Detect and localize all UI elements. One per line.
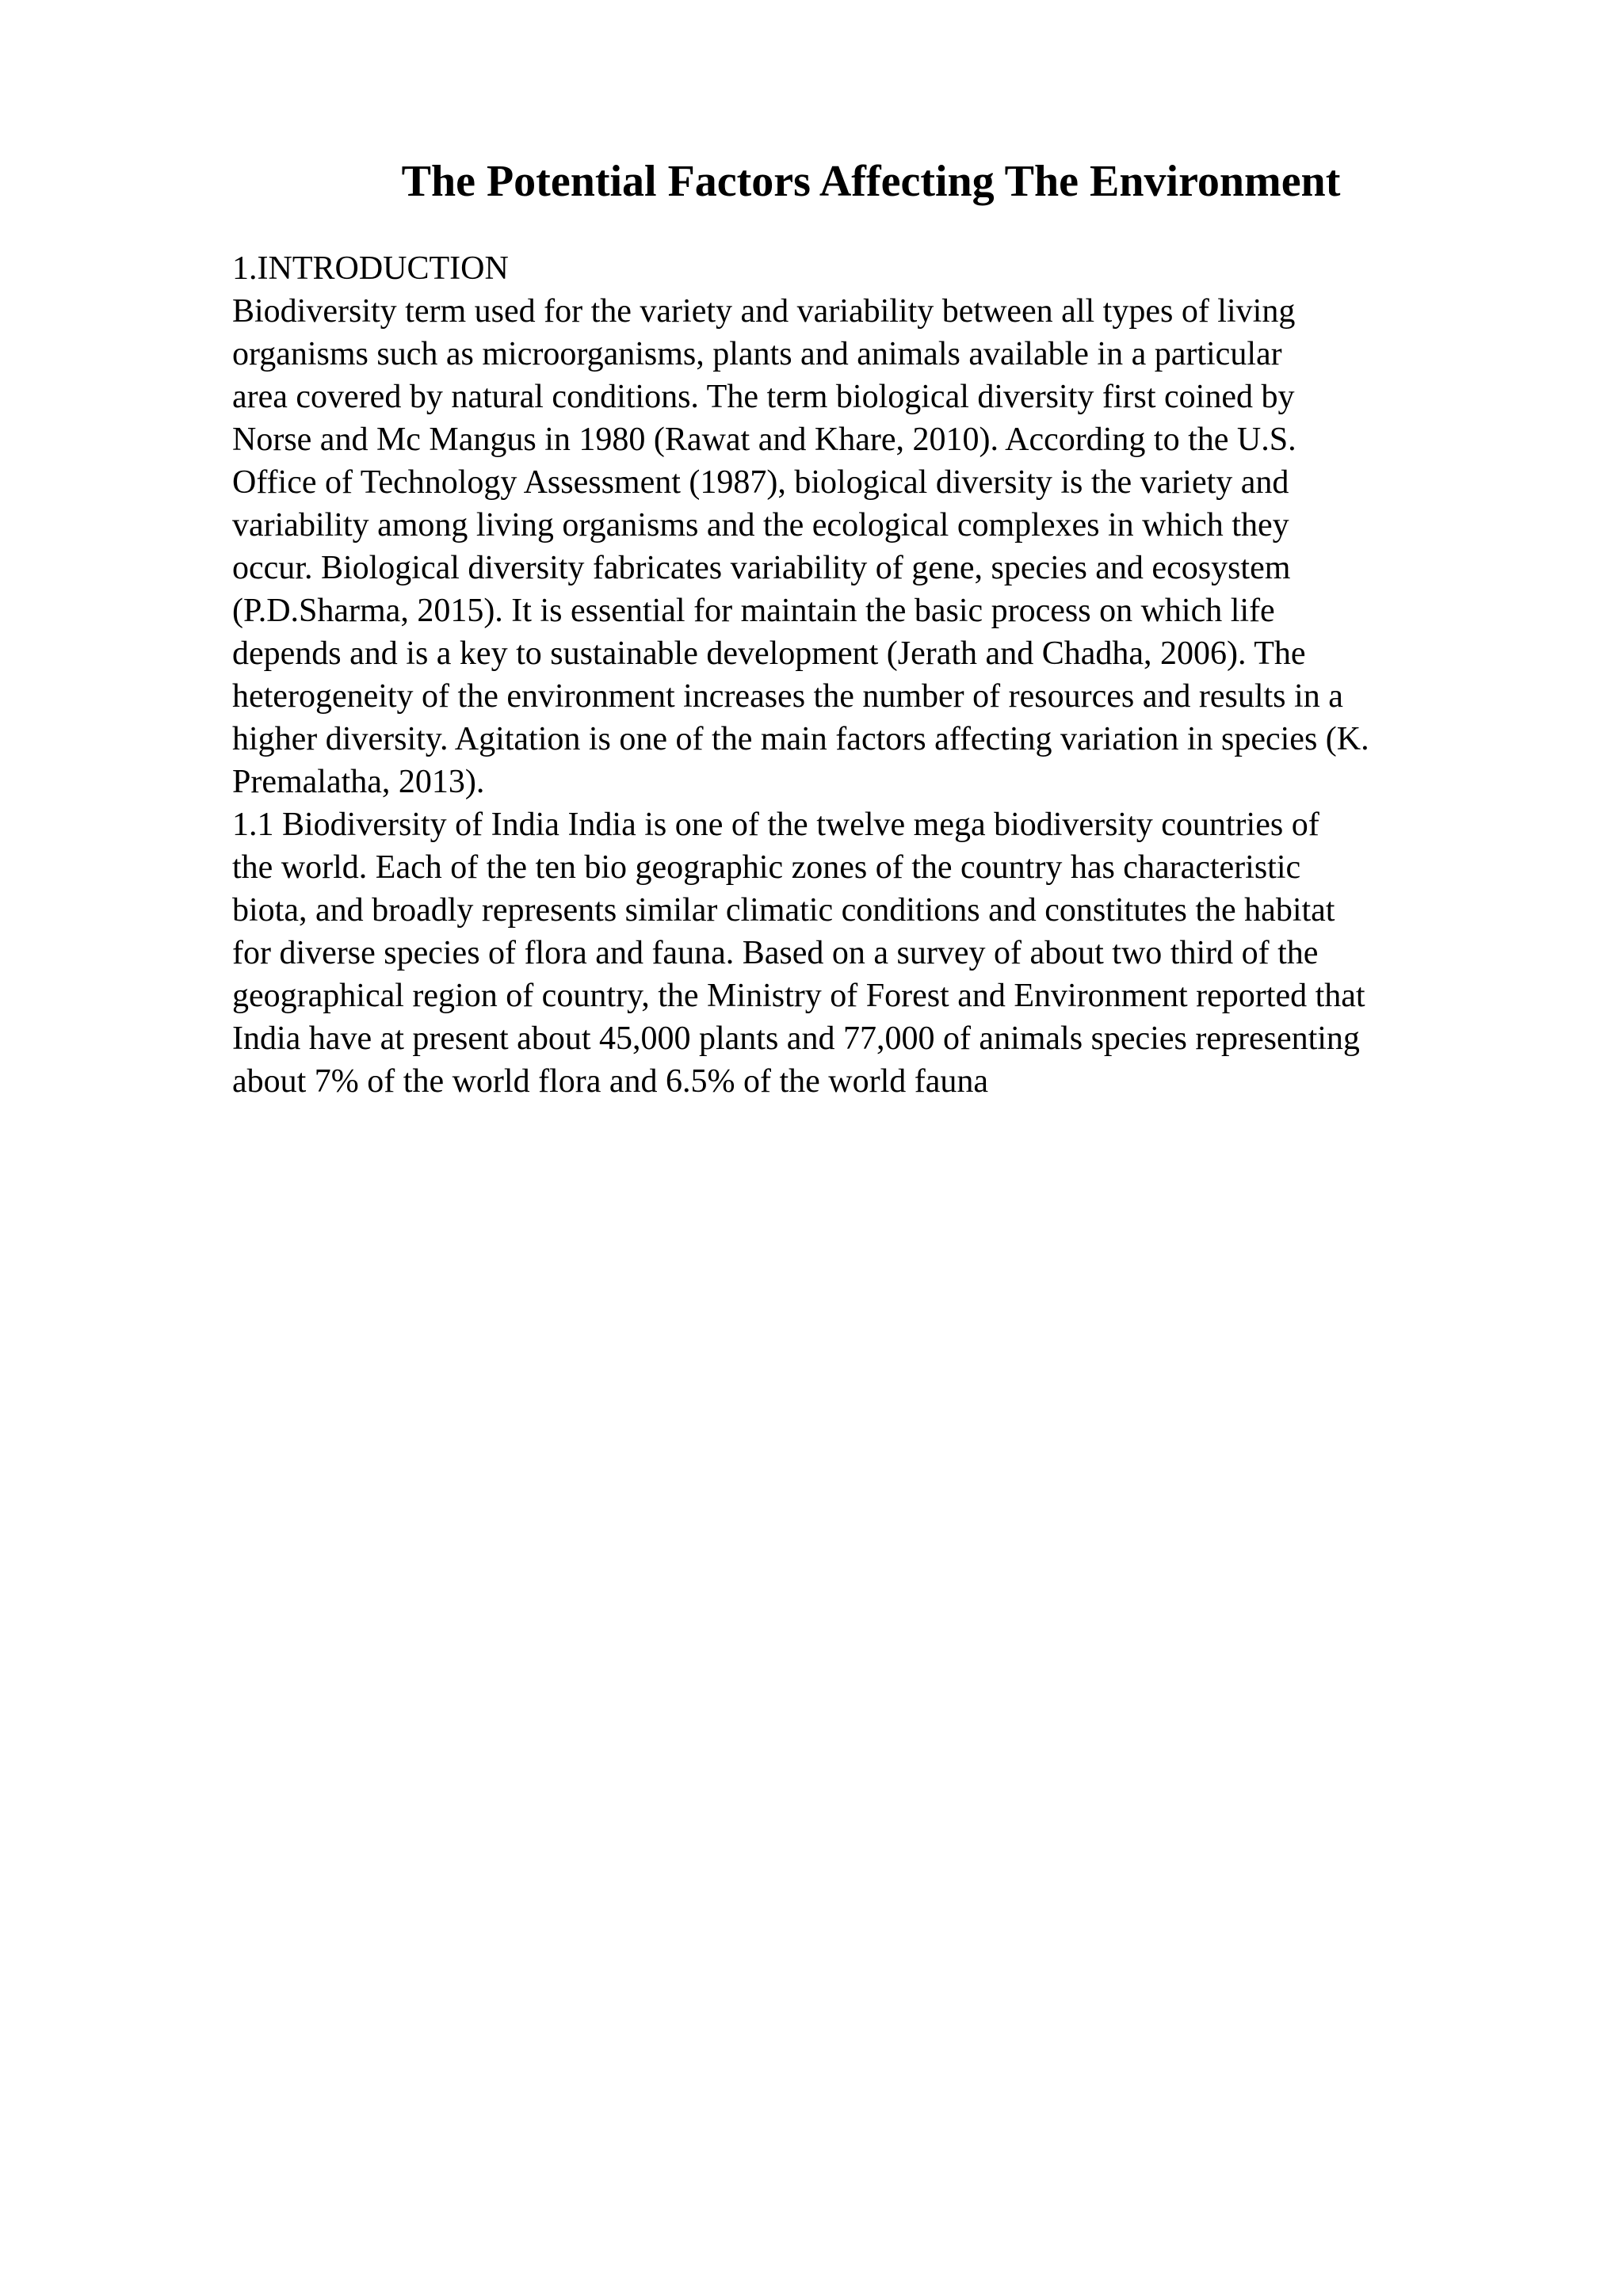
text-line: area covered by natural conditions. The term biological diversity first coined by — [232, 379, 1295, 415]
text-line: the world. Each of the ten bio geographic zones of the country has characteristic — [232, 849, 1301, 886]
text-line: for diverse species of flora and fauna. Based on a survey of about two third of the — [232, 935, 1319, 971]
section-heading-biodiversity-of-india: 1.1 Biodiversity of India India is one of the twelve mega biodiversity countries of — [232, 807, 1319, 843]
text-line: depends and is a key to sustainable development (Jerath and Chadha, 2006). The — [232, 635, 1306, 672]
text-line: variability among living organisms and the ecological complexes in which they — [232, 507, 1289, 543]
document-body — [232, 247, 1516, 1103]
text-line: higher diversity. Agitation is one of the main factors affecting variation in species (K. — [232, 721, 1369, 757]
text-line: about 7% of the world flora and 6.5% of the world fauna — [232, 1063, 989, 1100]
text-line: occur. Biological diversity fabricates variability of gene, species and ecosystem — [232, 550, 1291, 586]
text-line: geographical region of country, the Ministry of Forest and Environment reported that — [232, 978, 1365, 1014]
text-line: Premalatha, 2013). — [232, 764, 485, 800]
text-line: Biodiversity term used for the variety and variability between all types of living — [232, 293, 1296, 330]
text-line: (P.D.Sharma, 2015). It is essential for maintain the basic process on which life — [232, 593, 1275, 629]
text-line: heterogeneity of the environment increases the number of resources and results in a — [232, 678, 1343, 715]
text-line: India have at present about 45,000 plants and 77,000 of animals species representing — [232, 1020, 1360, 1057]
text-line: Norse and Mc Mangus in 1980 (Rawat and Khare, 2010). According to the U.S. — [232, 421, 1296, 458]
text-line: biota, and broadly represents similar climatic conditions and constitutes the habitat — [232, 892, 1335, 929]
section-heading-introduction: 1.INTRODUCTION — [232, 250, 509, 287]
document-title: The Potential Factors Affecting The Environment — [401, 157, 1341, 206]
text-line: Office of Technology Assessment (1987), biological diversity is the variety and — [232, 464, 1289, 501]
text-line: organisms such as microorganisms, plants and animals available in a particular — [232, 336, 1282, 372]
